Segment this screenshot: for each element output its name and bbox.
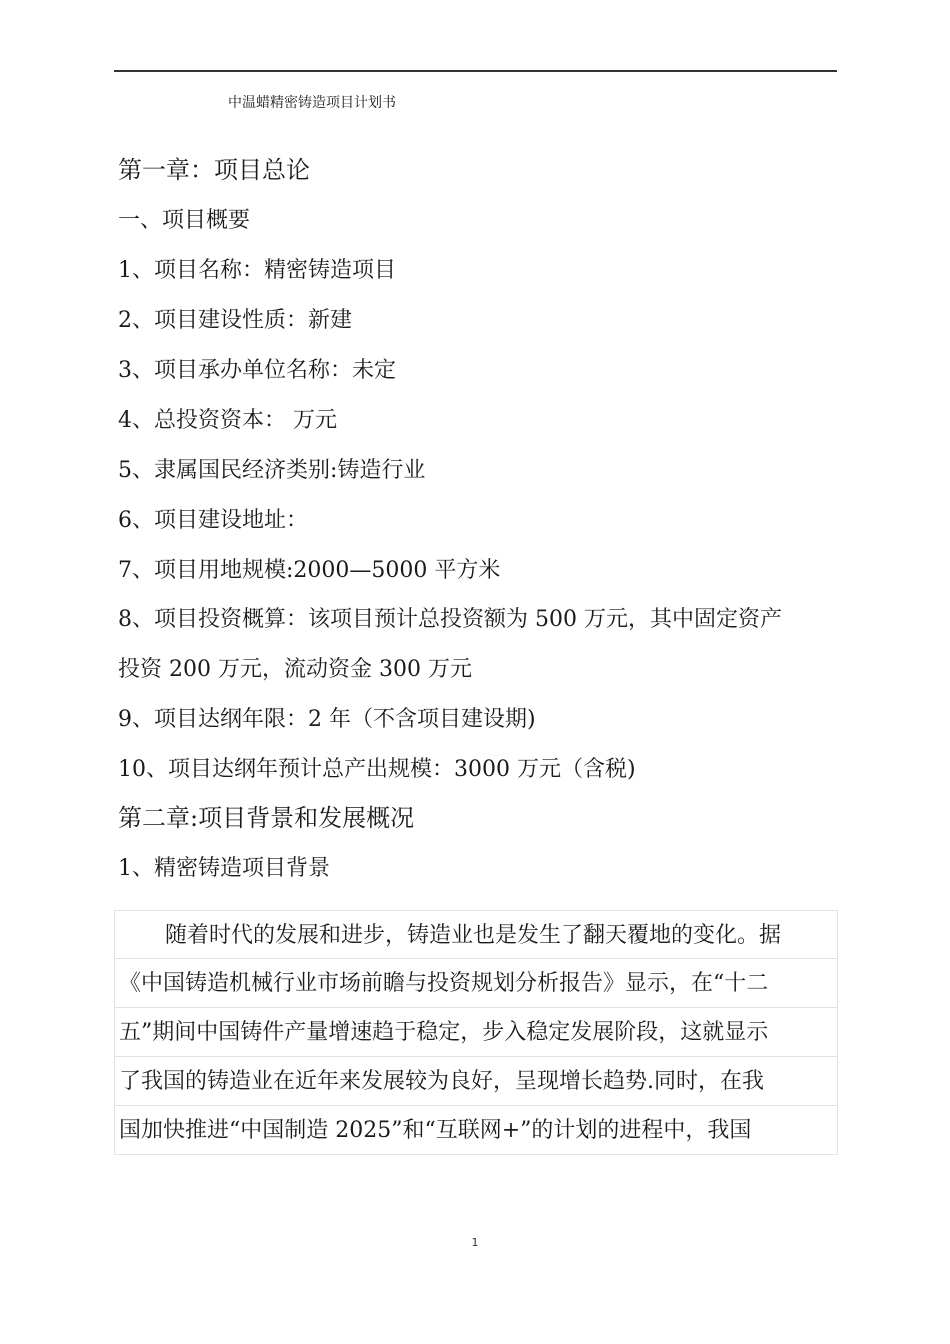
item-line: 10、项目达纲年预计总产出规模：3000 万元（含税)	[118, 757, 636, 782]
item-line: 5、隶属国民经济类别:铸造行业	[118, 458, 426, 483]
paragraph-line: 国加快推进“中国制造 2025”和“互联网+”的计划的进程中，我国	[115, 1106, 837, 1155]
paragraph-line: 了我国的铸造业在近年来发展较为良好，呈现增长趋势.同时，在我	[115, 1057, 837, 1106]
background-paragraph	[114, 910, 838, 1155]
item-line: 8、项目投资概算：该项目预计总投资额为 500 万元，其中固定资产	[118, 607, 782, 632]
item-line: 9、项目达纲年限：2 年（不含项目建设期)	[118, 707, 536, 732]
item-line: 1、项目名称：精密铸造项目	[118, 258, 396, 283]
item-line: 7、项目用地规模:2000—5000 平方米	[118, 558, 501, 583]
item-line-continued: 投资 200 万元，流动资金 300 万元	[118, 657, 472, 682]
section-heading: 1、精密铸造项目背景	[118, 856, 330, 881]
section-heading: 一、项目概要	[118, 208, 251, 233]
chapter-1-heading: 第一章：项目总论	[118, 156, 310, 184]
item-line: 6、项目建设地址：	[118, 508, 308, 533]
item-line: 4、总投资资本： 万元	[118, 408, 337, 433]
page-number: 1	[471, 1236, 479, 1249]
paragraph-line: 五”期间中国铸件产量增速趋于稳定，步入稳定发展阶段，这就显示	[115, 1008, 837, 1057]
item-line: 3、项目承办单位名称：未定	[118, 358, 396, 383]
chapter-2-heading: 第二章:项目背景和发展概况	[118, 804, 415, 832]
item-line: 2、项目建设性质：新建	[118, 308, 352, 333]
paragraph-line: 随着时代的发展和进步，铸造业也是发生了翻天覆地的变化。据	[115, 910, 837, 959]
paragraph-line: 《中国铸造机械行业市场前瞻与投资规划分析报告》显示，在“十二	[115, 959, 837, 1008]
header-rule	[114, 70, 837, 72]
header-title: 中温蜡精密铸造项目计划书	[228, 95, 396, 111]
